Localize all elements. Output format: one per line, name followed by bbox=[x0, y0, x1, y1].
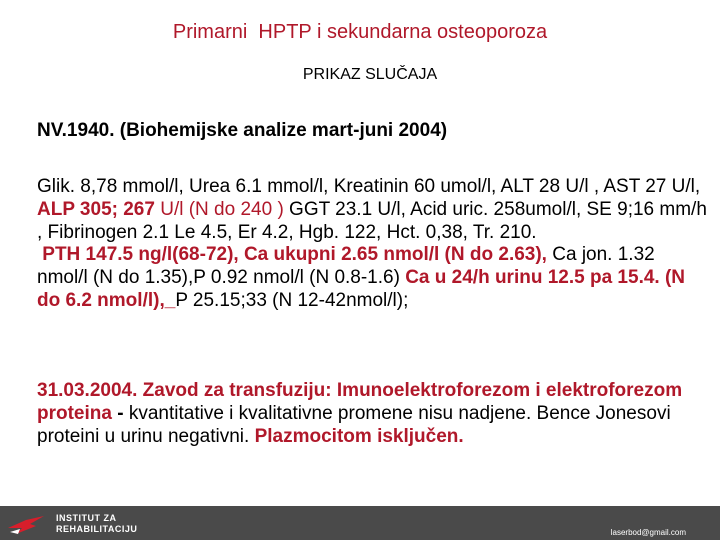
transfusion-paragraph bbox=[37, 380, 707, 448]
lab-line1: Glik. 8,78 mmol/l, Urea 6.1 mmol/l, Kreatinin 60 umol/l, ALT 28 U/l , AST 27 U/l, bbox=[37, 176, 701, 197]
lab-results-paragraph bbox=[37, 176, 707, 313]
case-heading: NV.1940. (Biohemijske analize mart-juni 2004) bbox=[37, 120, 448, 141]
transfusion-rest: kvantitative i kvalitativne promene nisu nadjene. Bence Jonesovi proteini u urinu negativni. bbox=[37, 402, 671, 447]
ca-24h-value: Ca u 24/h urinu 12.5 pa 15.4. (N do 6.2 nmol/l), bbox=[37, 267, 686, 311]
alp-value: ALP 305; 267 bbox=[37, 198, 155, 220]
slide-subtitle: PRIKAZ SLUČAJA bbox=[302, 66, 438, 83]
alp-unit: U/l (N do 240 ) bbox=[154, 198, 284, 220]
transfusion-dash: - bbox=[111, 402, 129, 424]
transfusion-conclusion: Plazmocitom isključen. bbox=[254, 425, 464, 447]
institute-logo-icon bbox=[6, 514, 46, 536]
footer-bar bbox=[0, 506, 720, 540]
institute-name bbox=[56, 513, 137, 535]
slide-title: Primarni HPTP i sekundarna osteoporoza bbox=[172, 21, 548, 43]
phosphate-urine-value: P 25.15;33 (N 12-42nmol/l); bbox=[175, 289, 409, 311]
lab-after-alp: GGT 23.1 U/l, Acid uric. 258umol/l, SE 9;16 mm/h , Fibrinogen 2.1 Le 4.5, Er 4.2, Hgb. 122, Hct. 0,38, Tr. 210. bbox=[37, 198, 707, 243]
pth-value: PTH 147.5 ng/l(68-72), Ca ukupni 2.65 nmol/l (N do 2.63), bbox=[42, 244, 547, 266]
ca-jon-value: Ca jon. 1.32 nmol/l (N do 1.35),P 0.92 nmol/l (N 0.8-1.6) bbox=[37, 244, 655, 289]
institute-name-line2: REHABILITACIJU bbox=[56, 524, 138, 534]
footer-email: laserbod@gmail.com bbox=[610, 528, 686, 537]
transfusion-lead: 31.03.2004. Zavod za transfuziju: Imunoelektroforezom i elektroforezom proteina bbox=[37, 380, 683, 424]
separator: _ bbox=[164, 289, 176, 311]
institute-name-line1: INSTITUT ZA bbox=[56, 513, 117, 523]
